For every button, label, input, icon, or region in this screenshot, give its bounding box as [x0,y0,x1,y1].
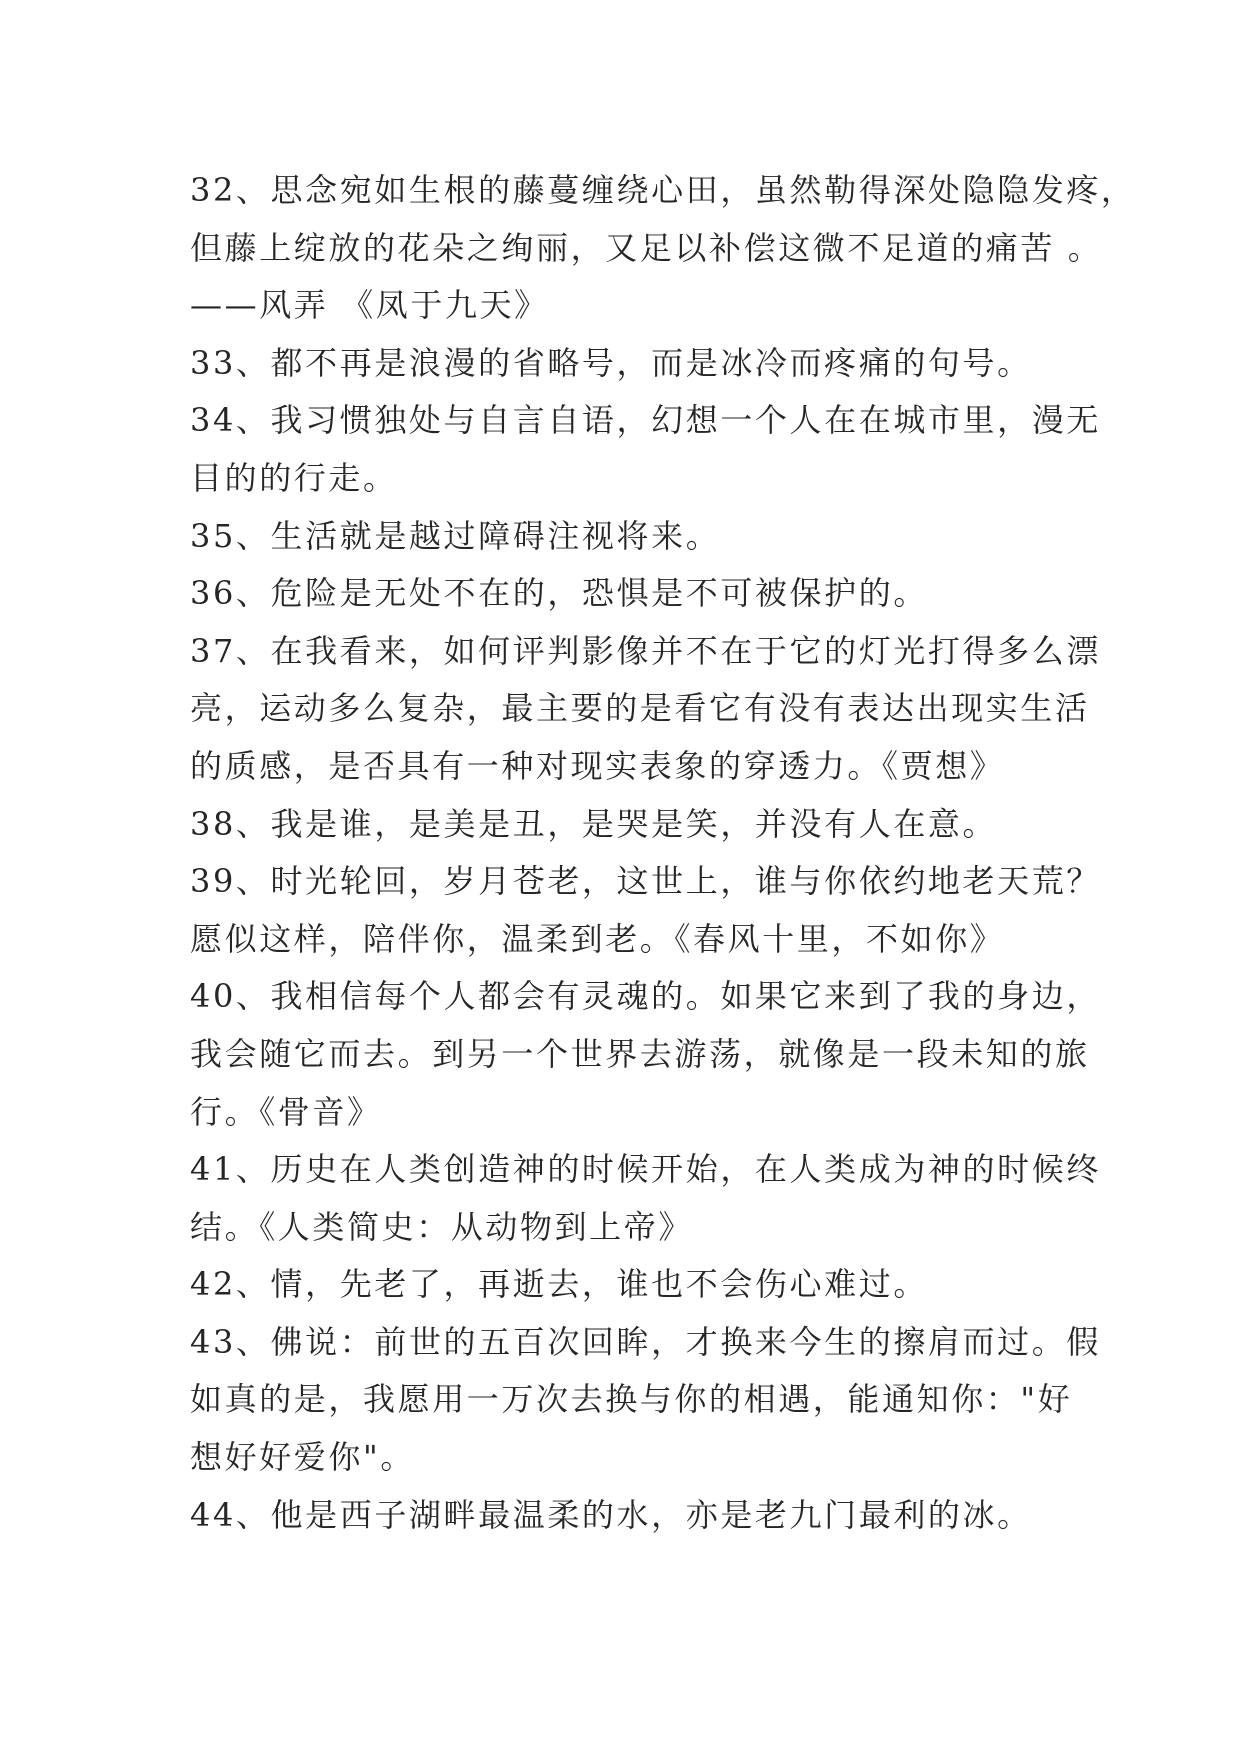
text-line: 34、我习惯独处与自言自语，幻想一个人在在城市里，漫无 [190,401,1101,440]
text-line: 44、他是西子湖畔最温柔的水，亦是老九门最利的冰。 [190,1495,1032,1534]
text-line: 的质感，是否具有一种对现实表象的穿透力。《贾想》 [190,746,1005,785]
text-line: 37、在我看来，如何评判影像并不在于它的灯光打得多么漂 [190,631,1101,670]
text-line: 愿似这样，陪伴你，温柔到老。《春风十里，不如你》 [190,919,1005,958]
text-line: 39、时光轮回，岁月苍老，这世上，谁与你依约地老天荒？ [190,862,1101,901]
text-line: 32、思念宛如生根的藤蔓缠绕心田，虽然勒得深处隐隐发疼， [190,171,1136,209]
text-line: 38、我是谁，是美是丑，是哭是笑，并没有人在意。 [190,804,998,843]
document-body [190,162,1136,1544]
text-line: 36、危险是无处不在的，恐惧是不可被保护的。 [190,574,928,613]
text-line: 亮，运动多么复杂，最主要的是看它有没有表达出现实生活 [190,689,1090,728]
text-line: 想好好爱你"。 [190,1438,415,1477]
text-line: 但藤上绽放的花朵之绚丽，又足以补偿这微不足道的痛苦 。 [190,228,1103,267]
text-line: 我会随它而去。到另一个世界去游荡，就像是一段未知的旅 [190,1034,1090,1073]
text-line: 目的的行走。 [190,458,398,497]
text-line: 结。《人类简史：从动物到上帝》 [190,1207,694,1246]
text-line: ——风弄 《凤于九天》 [190,286,549,325]
text-line: 33、都不再是浪漫的省略号，而是冰冷而疼痛的句号。 [190,343,1032,382]
text-line: 如真的是，我愿用一万次去换与你的相遇，能通知你："好 [190,1380,1073,1419]
text-line: 行。《骨音》 [190,1092,382,1131]
text-line: 41、历史在人类创造神的时候开始，在人类成为神的时候终 [190,1150,1101,1189]
text-line: 35、生活就是越过障碍注视将来。 [190,516,721,555]
text-line: 43、佛说：前世的五百次回眸，才换来今生的擦肩而过。假 [190,1322,1101,1361]
text-line: 40、我相信每个人都会有灵魂的。如果它来到了我的身边， [190,977,1101,1016]
text-line: 42、情，先老了，再逝去，谁也不会伤心难过。 [190,1265,928,1304]
